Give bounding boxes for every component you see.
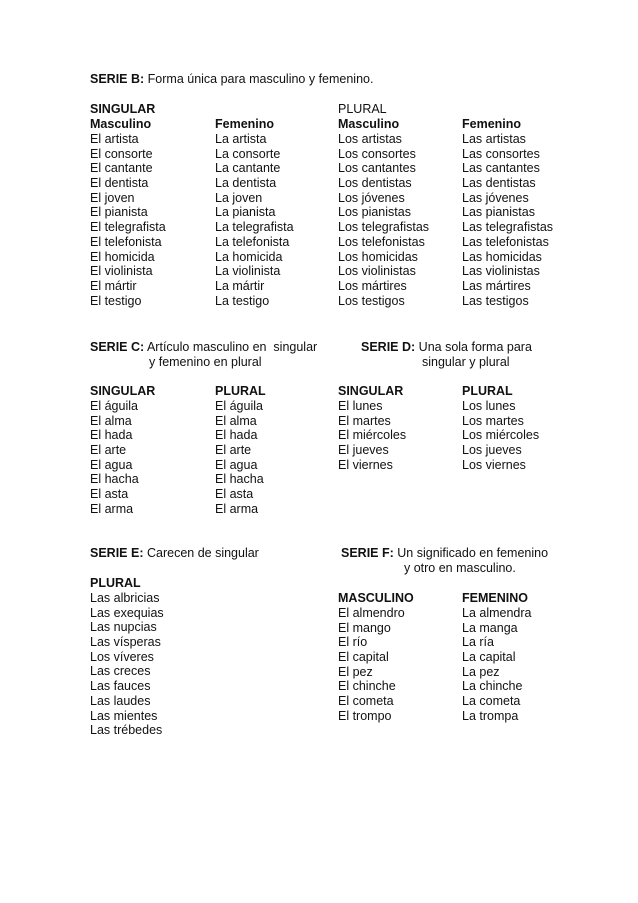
list-item: El arma xyxy=(215,501,259,516)
list-item: El martes xyxy=(338,413,391,428)
serie-c-description-line1: Artículo masculino en singular xyxy=(144,340,318,354)
list-item: La ría xyxy=(462,635,494,650)
serie-e-heading xyxy=(90,546,259,560)
list-item: Las testigos xyxy=(462,293,529,308)
list-item: Las telefonistas xyxy=(462,234,549,249)
serie-f-heading xyxy=(341,546,548,560)
serie-c-plural-list xyxy=(215,399,264,517)
serie-d-description-line1: Una sola forma para xyxy=(415,340,532,354)
list-item: El agua xyxy=(215,457,258,472)
list-item: La consorte xyxy=(215,146,281,161)
list-item: Las violinistas xyxy=(462,264,540,279)
list-item: El arte xyxy=(215,443,252,458)
list-item: Las creces xyxy=(90,664,151,679)
list-item: Las jóvenes xyxy=(462,190,529,205)
list-item: La manga xyxy=(462,620,518,635)
list-item: El alma xyxy=(90,413,132,428)
list-item: El río xyxy=(338,635,368,650)
list-item: Las telegrafistas xyxy=(462,220,554,235)
serie-b-plural-masculino-heading: Masculino xyxy=(338,117,400,131)
list-item: Las exequias xyxy=(90,605,164,620)
serie-e-description: Carecen de singular xyxy=(143,546,259,560)
list-item: La capital xyxy=(462,650,516,665)
serie-e-label: SERIE E: xyxy=(90,546,144,560)
list-item: La violinista xyxy=(215,264,281,279)
list-item: La cantante xyxy=(215,161,281,176)
list-item: Los jueves xyxy=(462,443,522,458)
list-item: El agua xyxy=(90,457,133,472)
list-item: El violinista xyxy=(90,264,153,279)
list-item: Los pianistas xyxy=(338,205,411,220)
list-item: Las laudes xyxy=(90,693,151,708)
serie-f-femenino-list xyxy=(462,606,532,724)
list-item: La joven xyxy=(215,190,263,205)
serie-d-label: SERIE D: xyxy=(361,340,416,354)
list-item: Los mártires xyxy=(338,278,407,293)
serie-b-description: Forma única para masculino y femenino. xyxy=(144,72,374,86)
list-item: Las vísperas xyxy=(90,635,161,650)
list-item: El artista xyxy=(90,132,139,146)
list-item: Los telefonistas xyxy=(338,234,425,249)
list-item: La trompa xyxy=(462,708,519,723)
serie-b-label: SERIE B: xyxy=(90,72,145,86)
list-item: El testigo xyxy=(90,293,142,308)
serie-f-masculino-list xyxy=(338,606,405,724)
list-item: El cantante xyxy=(90,161,153,176)
list-item: El águila xyxy=(90,399,138,413)
list-item: Las albricias xyxy=(90,591,160,605)
list-item: El lunes xyxy=(338,399,383,413)
list-item: El arte xyxy=(90,443,127,458)
list-item: Las artistas xyxy=(462,132,526,146)
list-item: El hacha xyxy=(90,472,139,487)
serie-f-femenino-heading: FEMENINO xyxy=(462,591,528,605)
list-item: El telefonista xyxy=(90,234,162,249)
list-item: El pianista xyxy=(90,205,148,220)
list-item: La chinche xyxy=(462,679,523,694)
list-item: La homicida xyxy=(215,249,283,264)
serie-d-plural-heading: PLURAL xyxy=(462,384,513,398)
list-item: La telegrafista xyxy=(215,220,294,235)
list-item: El águila xyxy=(215,399,263,413)
list-item: El joven xyxy=(90,190,135,205)
list-item: La telefonista xyxy=(215,234,290,249)
serie-c-label: SERIE C: xyxy=(90,340,145,354)
list-item: El mango xyxy=(338,620,391,635)
list-item: La cometa xyxy=(462,694,521,709)
list-item: El arma xyxy=(90,501,134,516)
list-item: Las cantantes xyxy=(462,161,540,176)
serie-d-singular-list xyxy=(338,399,406,472)
list-item: El asta xyxy=(90,487,129,502)
list-item: El capital xyxy=(338,650,389,665)
list-item: El cometa xyxy=(338,694,394,709)
serie-b-plural-femenino-list xyxy=(462,132,553,308)
serie-c-singular-list xyxy=(90,399,139,517)
list-item: Los miércoles xyxy=(462,428,540,443)
list-item: Los artistas xyxy=(338,132,402,146)
list-item: Los víveres xyxy=(90,649,154,664)
serie-b-plural-heading: PLURAL xyxy=(338,102,387,116)
list-item: Los dentistas xyxy=(338,176,412,191)
list-item: Las mientes xyxy=(90,708,158,723)
list-item: La mártir xyxy=(215,278,265,293)
serie-c-singular-heading: SINGULAR xyxy=(90,384,156,398)
list-item: Las consortes xyxy=(462,146,540,161)
list-item: Los lunes xyxy=(462,399,516,413)
serie-f-description-line1: Un significado en femenino xyxy=(393,546,549,560)
list-item: Los jóvenes xyxy=(338,190,405,205)
serie-f-description-line2: y otro en masculino. xyxy=(404,561,516,575)
list-item: Los homicidas xyxy=(338,249,418,264)
list-item: El mártir xyxy=(90,278,137,293)
list-item: Las fauces xyxy=(90,679,151,694)
list-item: Las pianistas xyxy=(462,205,535,220)
serie-b-singular-masculino-list xyxy=(90,132,166,308)
list-item: El hada xyxy=(90,428,133,443)
list-item: Los martes xyxy=(462,413,524,428)
list-item: El consorte xyxy=(90,146,153,161)
serie-d-heading xyxy=(361,340,532,354)
serie-b-plural-femenino-heading: Femenino xyxy=(462,117,522,131)
list-item: Los cantantes xyxy=(338,161,416,176)
list-item: Las mártires xyxy=(462,278,531,293)
serie-d-plural-list xyxy=(462,399,539,472)
serie-d-singular-heading: SINGULAR xyxy=(338,384,404,398)
list-item: Los viernes xyxy=(462,457,526,472)
serie-c-plural-heading: PLURAL xyxy=(215,384,266,398)
list-item: El hada xyxy=(215,428,258,443)
list-item: Las homicidas xyxy=(462,249,542,264)
serie-f-masculino-heading: MASCULINO xyxy=(338,591,414,605)
list-item: El dentista xyxy=(90,176,149,191)
list-item: El jueves xyxy=(338,443,389,458)
list-item: El miércoles xyxy=(338,428,407,443)
serie-c-description-line2: y femenino en plural xyxy=(149,355,262,369)
list-item: El asta xyxy=(215,487,254,502)
list-item: Las dentistas xyxy=(462,176,536,191)
list-item: El chinche xyxy=(338,679,396,694)
list-item: La artista xyxy=(215,132,267,146)
list-item: La pianista xyxy=(215,205,276,220)
list-item: Los violinistas xyxy=(338,264,416,279)
list-item: El pez xyxy=(338,664,373,679)
list-item: Las nupcias xyxy=(90,620,157,635)
serie-b-singular-femenino-list xyxy=(215,132,294,308)
serie-d-description-line2: singular y plural xyxy=(422,355,510,369)
list-item: La dentista xyxy=(215,176,277,191)
list-item: El homicida xyxy=(90,249,155,264)
serie-b-heading xyxy=(90,72,373,86)
serie-e-plural-list xyxy=(90,591,164,738)
list-item: El trompo xyxy=(338,708,392,723)
list-item: Los telegrafistas xyxy=(338,220,430,235)
list-item: La pez xyxy=(462,664,500,679)
list-item: El alma xyxy=(215,413,257,428)
list-item: El telegrafista xyxy=(90,220,166,235)
serie-f-label: SERIE F: xyxy=(341,546,394,560)
list-item: El hacha xyxy=(215,472,264,487)
list-item: El viernes xyxy=(338,457,393,472)
list-item: La testigo xyxy=(215,293,270,308)
serie-e-plural-heading: PLURAL xyxy=(90,576,141,590)
serie-b-singular-masculino-heading: Masculino xyxy=(90,117,152,131)
list-item: Los consortes xyxy=(338,146,416,161)
serie-b-plural-masculino-list xyxy=(338,132,429,308)
list-item: Las trébedes xyxy=(90,723,163,738)
serie-c-heading xyxy=(90,340,317,354)
serie-b-singular-femenino-heading: Femenino xyxy=(215,117,275,131)
serie-b-singular-heading: SINGULAR xyxy=(90,102,156,116)
list-item: El almendro xyxy=(338,606,405,620)
list-item: Los testigos xyxy=(338,293,405,308)
list-item: La almendra xyxy=(462,606,532,620)
